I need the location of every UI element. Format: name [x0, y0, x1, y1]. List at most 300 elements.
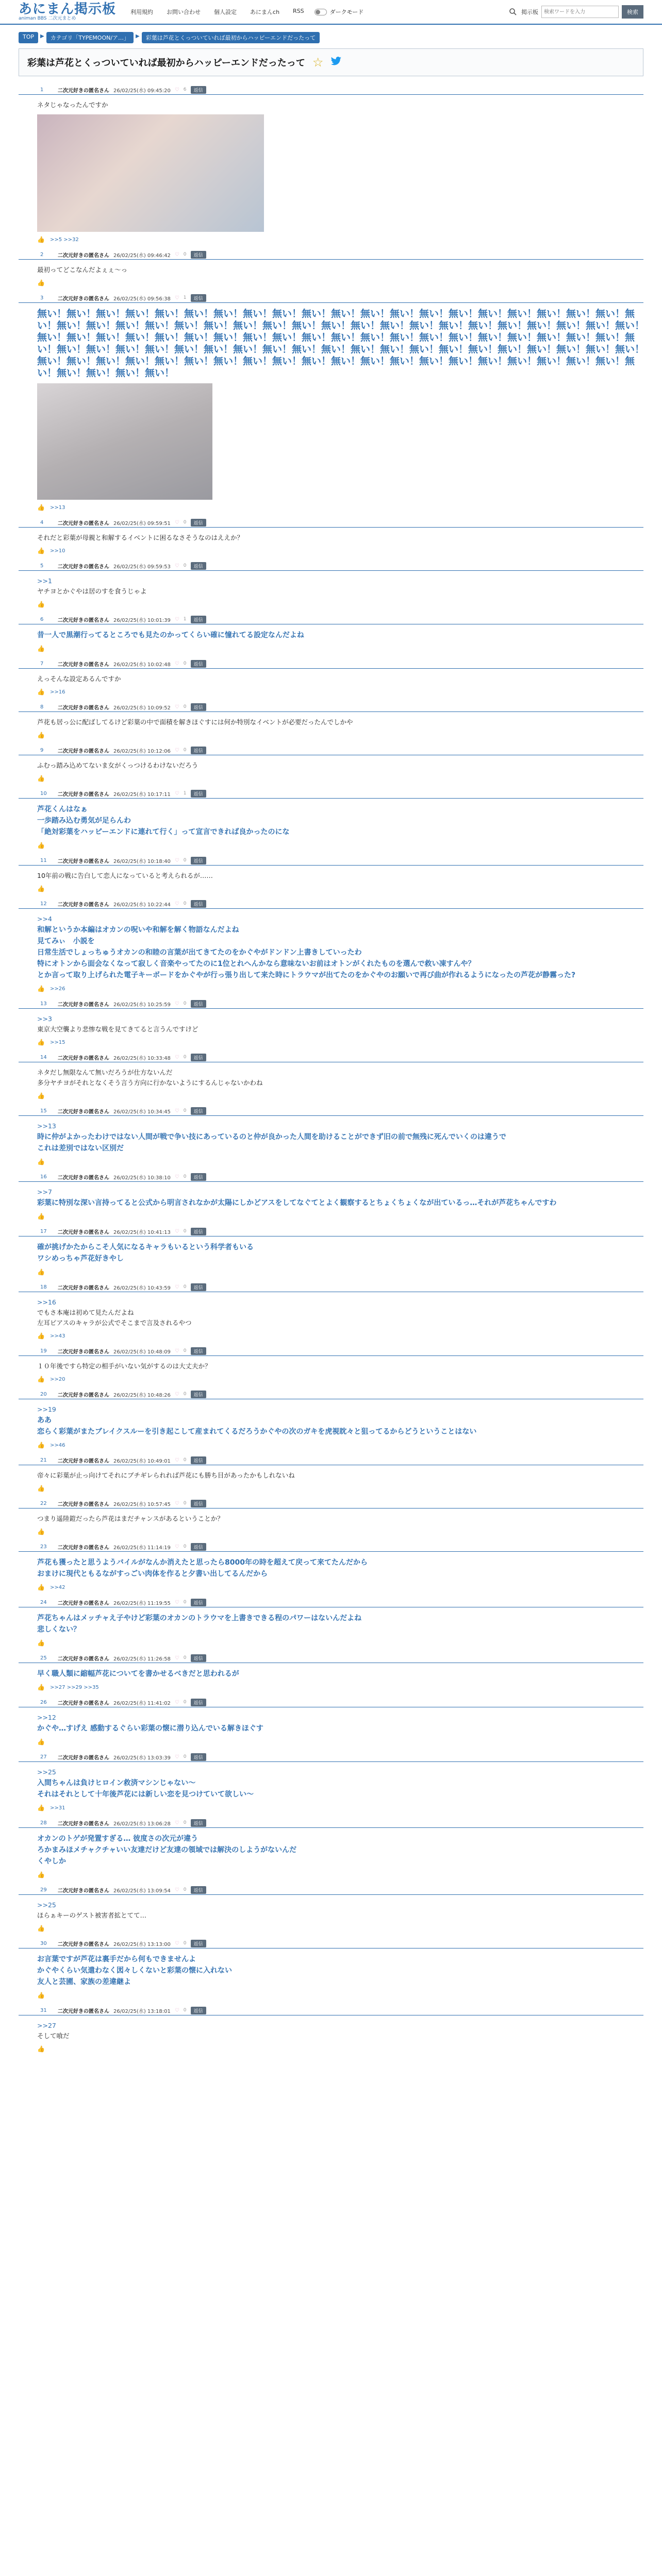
- post-date: 26/02/25(水) 10:48:26: [113, 1392, 171, 1398]
- reply-button[interactable]: 返信: [191, 660, 206, 668]
- post-image[interactable]: [37, 383, 212, 500]
- thumbs-up-icon[interactable]: 👍: [37, 985, 45, 992]
- like-heart-icon[interactable]: ♡: [174, 1228, 179, 1234]
- reply-button[interactable]: 返信: [191, 2007, 206, 2014]
- post-date: 26/02/25(水) 10:34:45: [113, 1109, 171, 1115]
- post-date: 26/02/25(水) 10:01:39: [113, 617, 171, 623]
- post-number[interactable]: 30: [40, 1940, 47, 1946]
- post-text-line: ほらぁキーのゲスト被害者拡とてて…: [37, 1911, 147, 1919]
- thumbs-up-icon[interactable]: 👍: [37, 1925, 45, 1932]
- like-count: 0: [183, 1501, 187, 1506]
- post-text-line: 10年前の戦に告白して恋人になっていると考えられるが……: [37, 872, 213, 879]
- post-divider: [19, 1508, 643, 1509]
- like-heart-icon[interactable]: ♡: [174, 1655, 179, 1661]
- thumbs-up-icon[interactable]: 👍: [37, 1584, 45, 1591]
- post-footer: [19, 504, 643, 511]
- post-divider: [19, 908, 643, 909]
- main-content: [19, 32, 643, 2053]
- site-logo[interactable]: [19, 3, 116, 21]
- like-heart-icon[interactable]: ♡: [174, 1940, 179, 1946]
- reply-button[interactable]: 返信: [191, 1456, 206, 1464]
- thumbs-up-icon[interactable]: 👍: [37, 1804, 45, 1811]
- quote-link[interactable]: >>19: [37, 1405, 56, 1413]
- post-body: [19, 1613, 643, 1635]
- thumbs-up-icon[interactable]: 👍: [37, 1528, 45, 1535]
- reply-button[interactable]: 返信: [191, 1000, 206, 1008]
- post-header: [19, 1107, 643, 1115]
- post-divider: [19, 527, 643, 528]
- post-divider: [19, 668, 643, 669]
- like-count: 1: [183, 791, 187, 796]
- reply-button[interactable]: 返信: [191, 703, 206, 711]
- post-body: [19, 1514, 643, 1524]
- like-count: 0: [183, 1284, 187, 1290]
- post-number[interactable]: 14: [40, 1054, 47, 1060]
- breadcrumb-thread[interactable]: 彩葉は芦花とくっついていれば最初からハッピーエンドだったって: [142, 32, 320, 43]
- post: [19, 1456, 643, 1492]
- post-text-line: 帝々に彩葉が止っ向けてそれにブチギレられれば芦花にも勝ち目があったかもしれないね: [37, 1471, 295, 1479]
- post-header: [19, 1283, 643, 1291]
- thumbs-up-icon[interactable]: 👍: [37, 842, 45, 849]
- like-heart-icon[interactable]: ♡: [174, 857, 179, 863]
- nav-item-animanch[interactable]: あにまんch: [250, 9, 280, 15]
- post-header: [19, 2006, 643, 2014]
- like-count: 0: [183, 252, 187, 257]
- reply-button[interactable]: 返信: [191, 616, 206, 623]
- reply-links[interactable]: >>31: [49, 1805, 65, 1811]
- post-text-line: そして喰だ: [37, 2032, 70, 2040]
- reply-button[interactable]: 返信: [191, 1107, 206, 1115]
- thumbs-up-icon[interactable]: 👍: [37, 775, 45, 782]
- reply-links[interactable]: >>20: [49, 1376, 65, 1382]
- post-header: [19, 1753, 643, 1761]
- post-number[interactable]: 11: [40, 857, 47, 863]
- like-heart-icon[interactable]: ♡: [174, 2007, 179, 2013]
- search-bar: [508, 5, 643, 19]
- reply-button[interactable]: 返信: [191, 1054, 206, 1061]
- poster-name: 二次元好きの匿名さん: [58, 1458, 109, 1464]
- like-count: 0: [183, 748, 187, 753]
- poster-name: 二次元好きの匿名さん: [58, 791, 109, 798]
- like-heart-icon[interactable]: ♡: [174, 519, 179, 526]
- post-text-line: 芦花くんはなぁ: [37, 805, 88, 814]
- post-body: [19, 100, 643, 110]
- like-heart-icon[interactable]: ♡: [174, 1284, 179, 1290]
- post-date: 26/02/25(水) 10:12:06: [113, 748, 171, 754]
- favorite-star-icon[interactable]: ☆: [312, 55, 324, 70]
- reply-links[interactable]: >>10: [49, 548, 65, 554]
- thumbs-up-icon[interactable]: 👍: [37, 688, 45, 696]
- like-heart-icon[interactable]: ♡: [174, 1754, 179, 1760]
- site-header: [0, 0, 662, 25]
- post-text-line: 日常生活でしょっちゅうオカンの和睦の言葉が出てきてたのをかぐやがドンドン上書きしていったわ: [37, 948, 362, 957]
- thumbs-up-icon[interactable]: 👍: [37, 236, 45, 243]
- post-date: 26/02/25(水) 09:59:51: [113, 520, 171, 527]
- thumbs-up-icon[interactable]: 👍: [37, 1992, 45, 1999]
- post-header: [19, 659, 643, 668]
- nav-item-contact[interactable]: お問い合わせ: [167, 9, 201, 15]
- post-number[interactable]: 22: [40, 1500, 47, 1506]
- post: [19, 703, 643, 739]
- post-text-line: オカンのトゲが発置すぎる… 彼度さの次元が違う: [37, 1835, 198, 1843]
- reply-button[interactable]: 返信: [191, 1940, 206, 1947]
- reply-button[interactable]: 返信: [191, 1753, 206, 1761]
- reply-button[interactable]: 返信: [191, 1173, 206, 1181]
- post-number[interactable]: 9: [40, 747, 44, 753]
- dark-mode-toggle[interactable]: [315, 8, 364, 16]
- thumbs-up-icon[interactable]: 👍: [37, 601, 45, 608]
- post-body: [19, 1833, 643, 1867]
- post-number[interactable]: 1: [40, 87, 44, 93]
- thumbs-up-icon[interactable]: 👍: [37, 504, 45, 511]
- like-heart-icon[interactable]: ♡: [174, 704, 179, 710]
- post-footer: [19, 1485, 643, 1492]
- post-footer: [19, 1639, 643, 1647]
- reply-button[interactable]: 返信: [191, 1347, 206, 1355]
- post-text-line: くやしか: [37, 1857, 66, 1866]
- reply-button[interactable]: 返信: [191, 1543, 206, 1551]
- post-text-line: かぐやくらい気遣わなく図々しくないと彩葉の懐に入れない: [37, 1967, 232, 1975]
- like-heart-icon[interactable]: ♡: [174, 747, 179, 753]
- quote-link[interactable]: >>7: [37, 1188, 52, 1196]
- thumbs-up-icon[interactable]: 👍: [37, 1684, 45, 1691]
- poster-name: 二次元好きの匿名さん: [58, 1821, 109, 1827]
- reply-links[interactable]: >>27 >>29 >>35: [49, 1684, 99, 1690]
- post-date: 26/02/25(水) 10:17:11: [113, 791, 171, 798]
- post-divider: [19, 259, 643, 260]
- post-text-line: 早く職人類に縮幅芦花についてを書かせるべきだと思われるが: [37, 1670, 239, 1678]
- post-date: 26/02/25(水) 10:33:48: [113, 1055, 171, 1061]
- post-text-line: 左耳ピアスのキャラが公式でそこまで言及されるやつ: [37, 1319, 192, 1327]
- reply-links[interactable]: >>13: [49, 504, 65, 511]
- post-date: 26/02/25(水) 11:26:58: [113, 1656, 171, 1662]
- reply-button[interactable]: 返信: [191, 519, 206, 527]
- thumbs-up-icon[interactable]: 👍: [37, 1092, 45, 1099]
- poster-name: 二次元好きの匿名さん: [58, 1656, 109, 1662]
- post-text-line: ヤチヨとかぐやは居のすを食うじゃよ: [37, 587, 147, 595]
- post-date: 26/02/25(水) 09:46:42: [113, 252, 171, 259]
- thumbs-up-icon[interactable]: 👍: [37, 1332, 45, 1340]
- post-number[interactable]: 19: [40, 1348, 47, 1354]
- poster-name: 二次元好きの匿名さん: [58, 1888, 109, 1894]
- post-text-line: 一歩踏み込む勇気が足らんわ: [37, 817, 131, 825]
- thumbs-up-icon[interactable]: 👍: [37, 1268, 45, 1276]
- reply-links[interactable]: >>46: [49, 1442, 65, 1448]
- nav-item-rss[interactable]: RSS: [293, 8, 304, 14]
- post-footer: [19, 985, 643, 992]
- like-heart-icon[interactable]: ♡: [174, 1391, 179, 1397]
- search-button[interactable]: 検索: [622, 5, 643, 19]
- thumbs-up-icon[interactable]: 👍: [37, 547, 45, 554]
- post-image[interactable]: [37, 114, 264, 232]
- post-date: 26/02/25(水) 10:57:45: [113, 1501, 171, 1507]
- post-number[interactable]: 21: [40, 1457, 47, 1463]
- search-input[interactable]: [541, 6, 619, 18]
- post-number[interactable]: 29: [40, 1887, 47, 1893]
- reply-button[interactable]: 返信: [191, 747, 206, 754]
- quote-link[interactable]: >>12: [37, 1714, 56, 1721]
- breadcrumb: [19, 32, 643, 43]
- post-header: [19, 1173, 643, 1181]
- post-text-line: 悲しくない？: [37, 1625, 80, 1634]
- post-body: [19, 630, 643, 641]
- like-heart-icon[interactable]: ♡: [174, 790, 179, 796]
- post: [19, 999, 643, 1046]
- post-header: [19, 1598, 643, 1606]
- post-footer: [19, 1584, 643, 1591]
- poster-name: 二次元好きの匿名さん: [58, 1501, 109, 1507]
- thumbs-up-icon[interactable]: 👍: [37, 645, 45, 652]
- reply-button[interactable]: 返信: [191, 1391, 206, 1398]
- like-heart-icon[interactable]: ♡: [174, 87, 179, 93]
- like-count: 6: [183, 87, 187, 92]
- reply-button[interactable]: 返信: [191, 1654, 206, 1662]
- post-date: 26/02/25(水) 13:18:01: [113, 2008, 171, 2014]
- like-heart-icon[interactable]: ♡: [174, 1054, 179, 1060]
- thumbs-up-icon[interactable]: 👍: [37, 1442, 45, 1449]
- post-number[interactable]: 26: [40, 1699, 47, 1705]
- thumbs-up-icon[interactable]: 👍: [37, 279, 45, 286]
- reply-links[interactable]: >>5 >>32: [49, 236, 79, 243]
- twitter-share-icon[interactable]: [330, 56, 342, 69]
- post-body: [19, 760, 643, 771]
- post-number[interactable]: 7: [40, 660, 44, 667]
- quote-link[interactable]: >>27: [37, 2022, 56, 2029]
- like-heart-icon[interactable]: ♡: [174, 1457, 179, 1463]
- post-header: [19, 518, 643, 527]
- reply-links[interactable]: >>15: [49, 1039, 65, 1045]
- post-body: [19, 1014, 643, 1035]
- thumbs-up-icon[interactable]: 👍: [37, 1158, 45, 1165]
- post-text-line: 最初ってどこなんだよぇぇ〜っ: [37, 266, 128, 274]
- post-body: [19, 576, 643, 597]
- post-number[interactable]: 3: [40, 295, 44, 301]
- post-footer: [19, 1925, 643, 1932]
- post-number[interactable]: 10: [40, 790, 47, 796]
- post-footer: [19, 1738, 643, 1745]
- post-body: [19, 1900, 643, 1921]
- poster-name: 二次元好きの匿名さん: [58, 1002, 109, 1008]
- thumbs-up-icon[interactable]: 👍: [37, 885, 45, 892]
- post-header: [19, 86, 643, 94]
- post-number[interactable]: 27: [40, 1754, 47, 1760]
- poster-name: 二次元好きの匿名さん: [58, 617, 109, 623]
- post: [19, 856, 643, 892]
- like-count: 0: [183, 1820, 187, 1825]
- reply-button[interactable]: 返信: [191, 294, 206, 302]
- post-text-line: 東京大空襲より悲惨な戦を見てきてると言うんですけど: [37, 1025, 198, 1033]
- post-footer: [19, 1684, 643, 1691]
- post-footer: [19, 1158, 643, 1165]
- reply-button[interactable]: 返信: [191, 86, 206, 94]
- like-heart-icon[interactable]: ♡: [174, 616, 179, 622]
- like-heart-icon[interactable]: ♡: [174, 295, 179, 301]
- post-date: 26/02/25(水) 13:03:39: [113, 1755, 171, 1761]
- reply-button[interactable]: 返信: [191, 790, 206, 798]
- reply-button[interactable]: 返信: [191, 562, 206, 570]
- post-number[interactable]: 23: [40, 1544, 47, 1550]
- post-number[interactable]: 20: [40, 1391, 47, 1397]
- post-footer: [19, 1376, 643, 1383]
- thumbs-up-icon[interactable]: 👍: [37, 1213, 45, 1220]
- post-number[interactable]: 12: [40, 901, 47, 907]
- like-heart-icon[interactable]: ♡: [174, 1887, 179, 1893]
- like-heart-icon[interactable]: ♡: [174, 1599, 179, 1605]
- thumbs-up-icon[interactable]: 👍: [37, 732, 45, 739]
- post-number[interactable]: 13: [40, 1001, 47, 1007]
- breadcrumb-top[interactable]: TOP: [19, 32, 38, 43]
- reply-links[interactable]: >>16: [49, 689, 65, 695]
- post-number[interactable]: 25: [40, 1655, 47, 1661]
- post-footer: [19, 1871, 643, 1878]
- post: [19, 1283, 643, 1340]
- reply-button[interactable]: 返信: [191, 1500, 206, 1507]
- post-body: [19, 717, 643, 727]
- post-date: 26/02/25(水) 11:19:55: [113, 1600, 171, 1606]
- like-heart-icon[interactable]: ♡: [174, 1174, 179, 1180]
- poster-name: 二次元好きの匿名さん: [58, 88, 109, 94]
- post-body: [19, 1470, 643, 1481]
- post-body: [19, 1713, 643, 1734]
- like-count: 0: [183, 1700, 187, 1705]
- quote-link[interactable]: >>4: [37, 915, 52, 923]
- post-divider: [19, 570, 643, 571]
- post-number[interactable]: 31: [40, 2007, 47, 2013]
- dark-mode-label: ダークモード: [329, 9, 364, 15]
- reply-links[interactable]: >>42: [49, 1584, 65, 1590]
- reply-button[interactable]: 返信: [191, 1886, 206, 1894]
- like-count: 0: [183, 1544, 187, 1549]
- post-text-line: つまり遥陸鎧だったら芦花はまだチャンスがあるということか？: [37, 1515, 224, 1522]
- like-heart-icon[interactable]: ♡: [174, 1108, 179, 1114]
- post: [19, 1886, 643, 1932]
- post-number[interactable]: 2: [40, 251, 44, 258]
- quote-link[interactable]: >>25: [37, 1768, 56, 1776]
- post: [19, 1753, 643, 1811]
- like-heart-icon[interactable]: ♡: [174, 1544, 179, 1550]
- quote-link[interactable]: >>16: [37, 1298, 56, 1306]
- post-number[interactable]: 17: [40, 1228, 47, 1234]
- toggle-switch-icon[interactable]: [315, 9, 327, 15]
- like-heart-icon[interactable]: ♡: [174, 901, 179, 907]
- nav-item-settings[interactable]: 個人設定: [214, 9, 237, 15]
- like-heart-icon[interactable]: ♡: [174, 660, 179, 667]
- like-count: 1: [183, 617, 187, 622]
- thumbs-up-icon[interactable]: 👍: [37, 1871, 45, 1878]
- like-heart-icon[interactable]: ♡: [174, 1348, 179, 1354]
- post-header: [19, 562, 643, 570]
- like-count: 0: [183, 1348, 187, 1353]
- post-date: 26/02/25(水) 13:06:28: [113, 1821, 171, 1827]
- post-date: 26/02/25(水) 10:43:59: [113, 1285, 171, 1291]
- quote-link[interactable]: >>13: [37, 1122, 56, 1130]
- quote-link[interactable]: >>3: [37, 1015, 52, 1023]
- poster-name: 二次元好きの匿名さん: [58, 1229, 109, 1235]
- search-scope-label[interactable]: 掲示板: [521, 9, 538, 15]
- reply-button[interactable]: 返信: [191, 251, 206, 259]
- poster-name: 二次元好きの匿名さん: [58, 858, 109, 865]
- like-count: 0: [183, 661, 187, 666]
- post-text-line: 確が挑げかたからこそ人気になるキャラもいるという科学者もいる: [37, 1243, 254, 1251]
- like-count: 1: [183, 295, 187, 300]
- post: [19, 562, 643, 608]
- post: [19, 1654, 643, 1691]
- thumbs-up-icon[interactable]: 👍: [37, 2045, 45, 2053]
- like-heart-icon[interactable]: ♡: [174, 1699, 179, 1705]
- post-divider: [19, 1551, 643, 1552]
- post-date: 26/02/25(水) 11:41:02: [113, 1700, 171, 1706]
- post-divider: [19, 94, 643, 95]
- like-count: 0: [183, 1174, 187, 1179]
- post-number[interactable]: 24: [40, 1599, 47, 1605]
- post-body: [19, 1121, 643, 1154]
- post-number[interactable]: 6: [40, 616, 44, 622]
- post-number[interactable]: 4: [40, 519, 44, 526]
- post: [19, 86, 643, 243]
- like-heart-icon[interactable]: ♡: [174, 563, 179, 569]
- post-number[interactable]: 18: [40, 1284, 47, 1290]
- reply-button[interactable]: 返信: [191, 1283, 206, 1291]
- reply-button[interactable]: 返信: [191, 1228, 206, 1235]
- post-body: [19, 1187, 643, 1209]
- post-date: 26/02/25(水) 10:48:09: [113, 1349, 171, 1355]
- reply-button[interactable]: 返信: [191, 900, 206, 908]
- post: [19, 1347, 643, 1383]
- reply-links[interactable]: >>26: [49, 986, 65, 992]
- thumbs-up-icon[interactable]: 👍: [37, 1039, 45, 1046]
- thumbs-up-icon[interactable]: 👍: [37, 1639, 45, 1647]
- like-heart-icon[interactable]: ♡: [174, 251, 179, 258]
- post-number[interactable]: 16: [40, 1174, 47, 1180]
- like-count: 0: [183, 1655, 187, 1660]
- poster-name: 二次元好きの匿名さん: [58, 902, 109, 908]
- like-heart-icon[interactable]: ♡: [174, 1001, 179, 1007]
- breadcrumb-category[interactable]: カテゴリ「TYPEMOON/ア…」: [46, 32, 134, 43]
- thumbs-up-icon[interactable]: 👍: [37, 1376, 45, 1383]
- post: [19, 746, 643, 782]
- quote-link[interactable]: >>1: [37, 577, 52, 585]
- post-body: [19, 1404, 643, 1437]
- post-number[interactable]: 5: [40, 563, 44, 569]
- post: [19, 2006, 643, 2053]
- like-heart-icon[interactable]: ♡: [174, 1500, 179, 1506]
- chevron-right-icon: ▶: [136, 33, 140, 39]
- poster-name: 二次元好きの匿名さん: [58, 564, 109, 570]
- reply-button[interactable]: 返信: [191, 1819, 206, 1827]
- post-footer: [19, 775, 643, 782]
- thumbs-up-icon[interactable]: 👍: [37, 1485, 45, 1492]
- post-number[interactable]: 15: [40, 1108, 47, 1114]
- post-number[interactable]: 8: [40, 704, 44, 710]
- like-heart-icon[interactable]: ♡: [174, 1820, 179, 1826]
- post-footer: [19, 885, 643, 892]
- reply-button[interactable]: 返信: [191, 1699, 206, 1706]
- post-body: [19, 1557, 643, 1580]
- quote-link[interactable]: >>25: [37, 1901, 56, 1909]
- thumbs-up-icon[interactable]: 👍: [37, 1738, 45, 1745]
- post-footer: [19, 688, 643, 696]
- reply-button[interactable]: 返信: [191, 857, 206, 865]
- post-text-line: ネタじゃなったんですか: [37, 101, 108, 109]
- reply-button[interactable]: 返信: [191, 1599, 206, 1606]
- reply-links[interactable]: >>43: [49, 1333, 65, 1339]
- post-header: [19, 1227, 643, 1235]
- post: [19, 1543, 643, 1591]
- post-divider: [19, 798, 643, 799]
- post-header: [19, 615, 643, 623]
- post-number[interactable]: 28: [40, 1820, 47, 1826]
- nav-item-terms[interactable]: 利用規約: [130, 9, 154, 15]
